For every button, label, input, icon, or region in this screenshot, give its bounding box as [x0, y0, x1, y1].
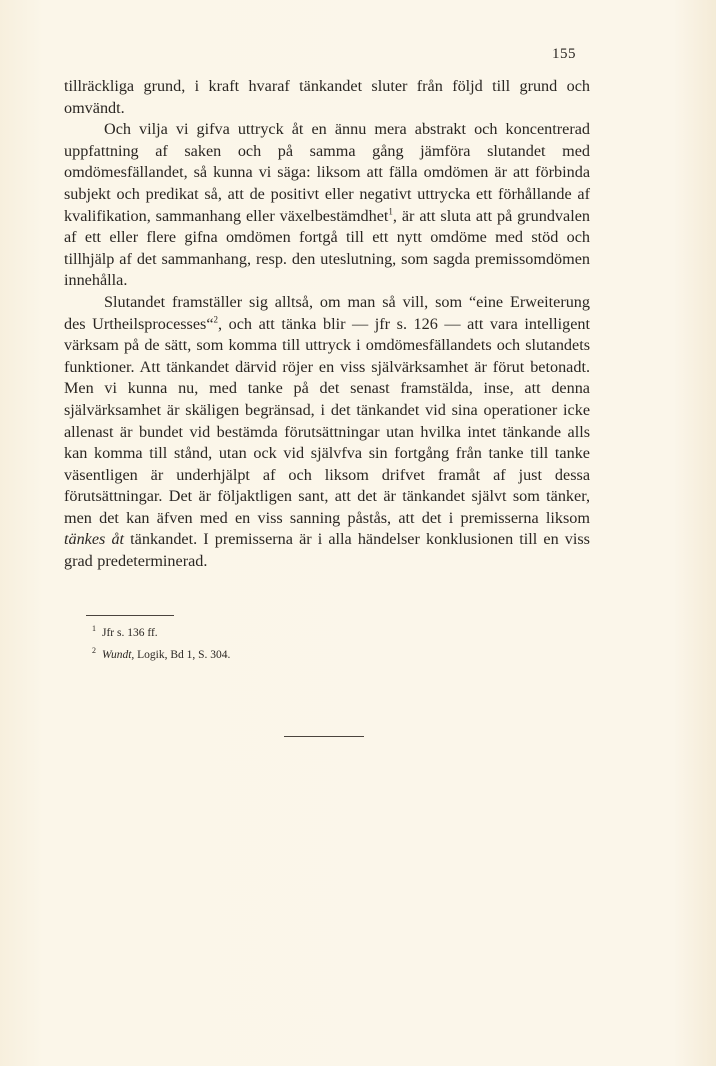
- footnote-2: [92, 642, 572, 664]
- paragraph-1: tillräckliga grund, i kraft hvaraf tänkandet sluter från följd till grund och omvändt.: [64, 77, 590, 117]
- paragraph-3-start: Slutandet framställer sig alltså, om man så vill, som “eine Erweiterung des Urtheilsprocesses“: [64, 292, 590, 333]
- footnote-1-number: 1: [92, 624, 96, 633]
- footnote-ref-1: 1: [388, 206, 393, 217]
- footnote-1-text: Jfr s. 136 ff.: [102, 626, 158, 639]
- footnote-2-author: Wundt,: [102, 648, 135, 661]
- body-text: [64, 76, 590, 573]
- footnote-ref-2: 2: [213, 314, 219, 325]
- footnote-2-text: Logik, Bd 1, S. 304.: [134, 648, 231, 661]
- footnote-2-number: 2: [92, 645, 96, 655]
- paragraph-3-mid: , och att tänka blir — jfr s. 126 — att vara intelligent värksam på de sätt, som komma till uttryck i omdömesfällandets och slutandets funktioner. Att tänkandet därvid röjer en viss självärksamhet är förut betonadt. Men vi kunna nu, med tanke på det senast framstälda, inse, att denna självärksamhet är skäligen begränsad, i det tänkandet vid sina operationer icke allenast är bundet vid bestämda förutsättningar utan hvilka intet tänkande alls kan komma till stånd, utan ock vid självfva sin fortgång från tanke till tanke väsentligen är underhjälpt af och liksom drifvet framåt af just dessa förutsättningar. Det är följaktligen sant, att det är tänkandet självt som tänker, men det kan äfven med en viss sanning påstås, att det i premisserna liksom: [64, 314, 590, 527]
- italic-phrase: tänkes åt: [64, 530, 125, 549]
- footnote-1: [92, 620, 572, 642]
- footnote-divider: [86, 615, 174, 616]
- section-end-rule: [284, 736, 364, 737]
- paragraph-2: [64, 119, 590, 292]
- paragraph-2-text: Och vilja vi gifva uttryck åt en ännu mera abstrakt och koncentrerad uppfattning af saken och på samma gång jämföra slutandet med omdömesfällandet, så kunna vi säga: liksom att fälla omdömen är att förbinda subjekt och predikat så, att de positivt eller negativt uttrycka ett förhållande af kvalifikation, sammanhang eller växelbestämdhet: [64, 120, 590, 225]
- paragraph-2-rest: , är att sluta att på grundvalen af ett eller flere gifna omdömen fortgå till ett nytt omdöme med stöd och tillhjälp af det sammanhang, resp. den uteslutning, som sagda premissomdömen innehålla.: [64, 206, 590, 290]
- footnotes: [92, 620, 572, 664]
- paragraph-3: [64, 292, 590, 573]
- page-number: 155: [552, 46, 576, 62]
- paragraph-3-end: tänkandet. I premisserna är i alla händelser konklusionen till en viss grad predeterminerad.: [64, 530, 590, 571]
